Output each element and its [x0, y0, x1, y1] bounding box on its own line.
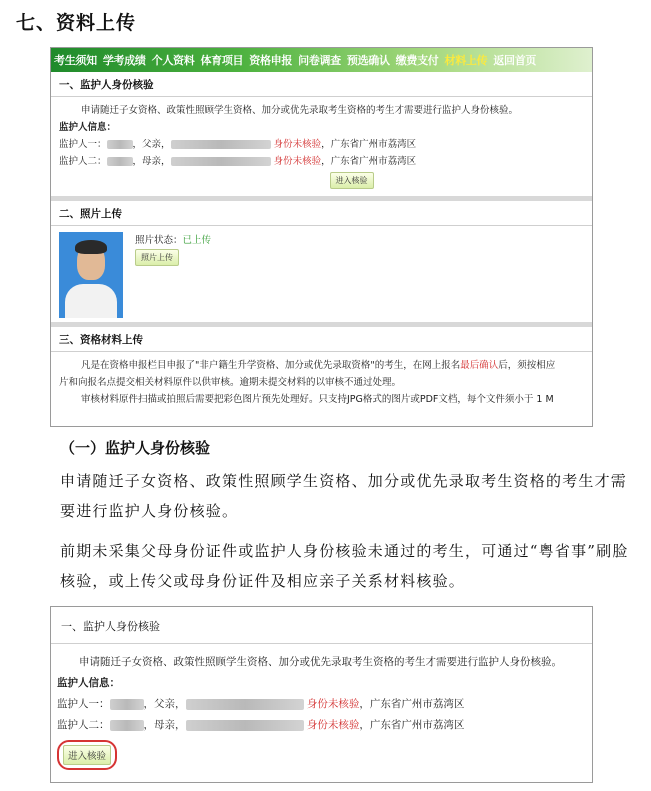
relation: ，母亲， — [143, 719, 186, 731]
top-nav — [51, 48, 592, 72]
redacted-name — [107, 140, 133, 149]
materials-section-title: 三、资格材料上传 — [51, 327, 592, 352]
guardian-note: 申请随迁子女资格、政策性照顾学生资格、加分或优先录取考生资格的考生才需要进行监护人身份核验。 — [79, 656, 562, 668]
materials-text-3: 审核材料原件扫描或拍照后需要把彩色图片预先处理好。只支持JPG格式的图片或PDF文档，每个文件须小于 1 M — [81, 394, 554, 405]
guardian-info-label: 监护人信息： — [59, 122, 117, 133]
status-badge: 身份未核验 — [273, 139, 322, 150]
paragraph: 申请随迁子女资格、政策性照顾学生资格、加分或优先录取考生资格的考生才需要进行监护人身份核验。 — [60, 472, 628, 520]
student-photo — [59, 232, 123, 318]
nav-item[interactable]: 缴费支付 — [395, 54, 439, 67]
guardian-row-2 — [59, 153, 584, 170]
subsection-title: （一）监护人身份核验 — [60, 439, 211, 457]
location: ，广东省广州市荔湾区 — [359, 719, 465, 731]
guardian-row-1 — [59, 136, 584, 153]
location: ，广东省广州市荔湾区 — [321, 139, 417, 150]
verify-button[interactable]: 进入核验 — [63, 745, 111, 765]
verify-button[interactable]: 进入核验 — [330, 172, 374, 189]
photo-status: 照片状态：已上传 — [135, 235, 212, 246]
nav-item-active[interactable]: 材料上传 — [444, 54, 488, 67]
guardian-label: 监护人二： — [57, 719, 110, 731]
highlight-circle — [57, 740, 117, 770]
portal-screenshot — [50, 47, 593, 427]
relation: ，母亲， — [132, 156, 171, 167]
guardian-section-title: 一、监护人身份核验 — [51, 607, 592, 644]
redacted-id — [186, 720, 304, 731]
nav-item[interactable]: 问卷调查 — [298, 54, 341, 67]
nav-item[interactable]: 体育项目 — [200, 54, 244, 67]
guardian-verify-screenshot — [50, 606, 593, 783]
paragraph: 前期未采集父母身份证件或监护人身份核验未通过的考生，可通过“粤省事”刷脸核验，或上传父或母身份证件及相应亲子关系材料核验。 — [60, 542, 629, 590]
photo-section-title: 二、照片上传 — [51, 201, 592, 226]
guardian-note: 申请随迁子女资格、政策性照顾学生资格、加分或优先录取考生资格的考生才需要进行监护人身份核验。 — [81, 105, 519, 116]
location: ，广东省广州市荔湾区 — [321, 156, 417, 167]
photo-status-value: 已上传 — [182, 235, 212, 246]
guardian-label: 监护人一： — [57, 698, 110, 710]
redacted-name — [110, 699, 144, 710]
location: ，广东省广州市荔湾区 — [359, 698, 465, 710]
section-title: 七、资料上传 — [16, 12, 137, 34]
redacted-id — [171, 157, 271, 166]
redacted-id — [171, 140, 271, 149]
materials-text-2: 片和向报名点提交相关材料原件以供审核。逾期未提交材料的以审核不通过处理。 — [59, 377, 402, 388]
relation: ，父亲， — [143, 698, 186, 710]
redacted-name — [107, 157, 133, 166]
guardian-section-title: 一、监护人身份核验 — [51, 72, 592, 97]
guardian-row-2 — [57, 715, 586, 736]
guardian-label: 监护人二： — [59, 156, 107, 167]
status-badge: 身份未核验 — [306, 719, 360, 731]
materials-text-1: 凡是在资格申报栏目申报了"非户籍生升学资格、加分或优先录取资格"的考生，在网上报名最后确认后，须按相应 — [81, 360, 556, 371]
guardian-label: 监护人一： — [59, 139, 107, 150]
redacted-id — [186, 699, 304, 710]
photo-upload-button[interactable]: 照片上传 — [135, 249, 179, 266]
nav-item[interactable]: 个人资料 — [151, 54, 195, 67]
guardian-row-1 — [57, 694, 586, 715]
nav-item[interactable]: 预选确认 — [346, 54, 390, 67]
nav-item[interactable]: 返回首页 — [493, 54, 537, 67]
nav-item[interactable]: 资格申报 — [249, 54, 293, 67]
nav-item[interactable]: 考生须知 — [54, 54, 97, 67]
guardian-info-label: 监护人信息： — [57, 677, 120, 689]
nav-item[interactable]: 学考成绩 — [102, 54, 146, 67]
relation: ，父亲， — [132, 139, 171, 150]
status-badge: 身份未核验 — [306, 698, 360, 710]
redacted-name — [110, 720, 144, 731]
status-badge: 身份未核验 — [273, 156, 322, 167]
